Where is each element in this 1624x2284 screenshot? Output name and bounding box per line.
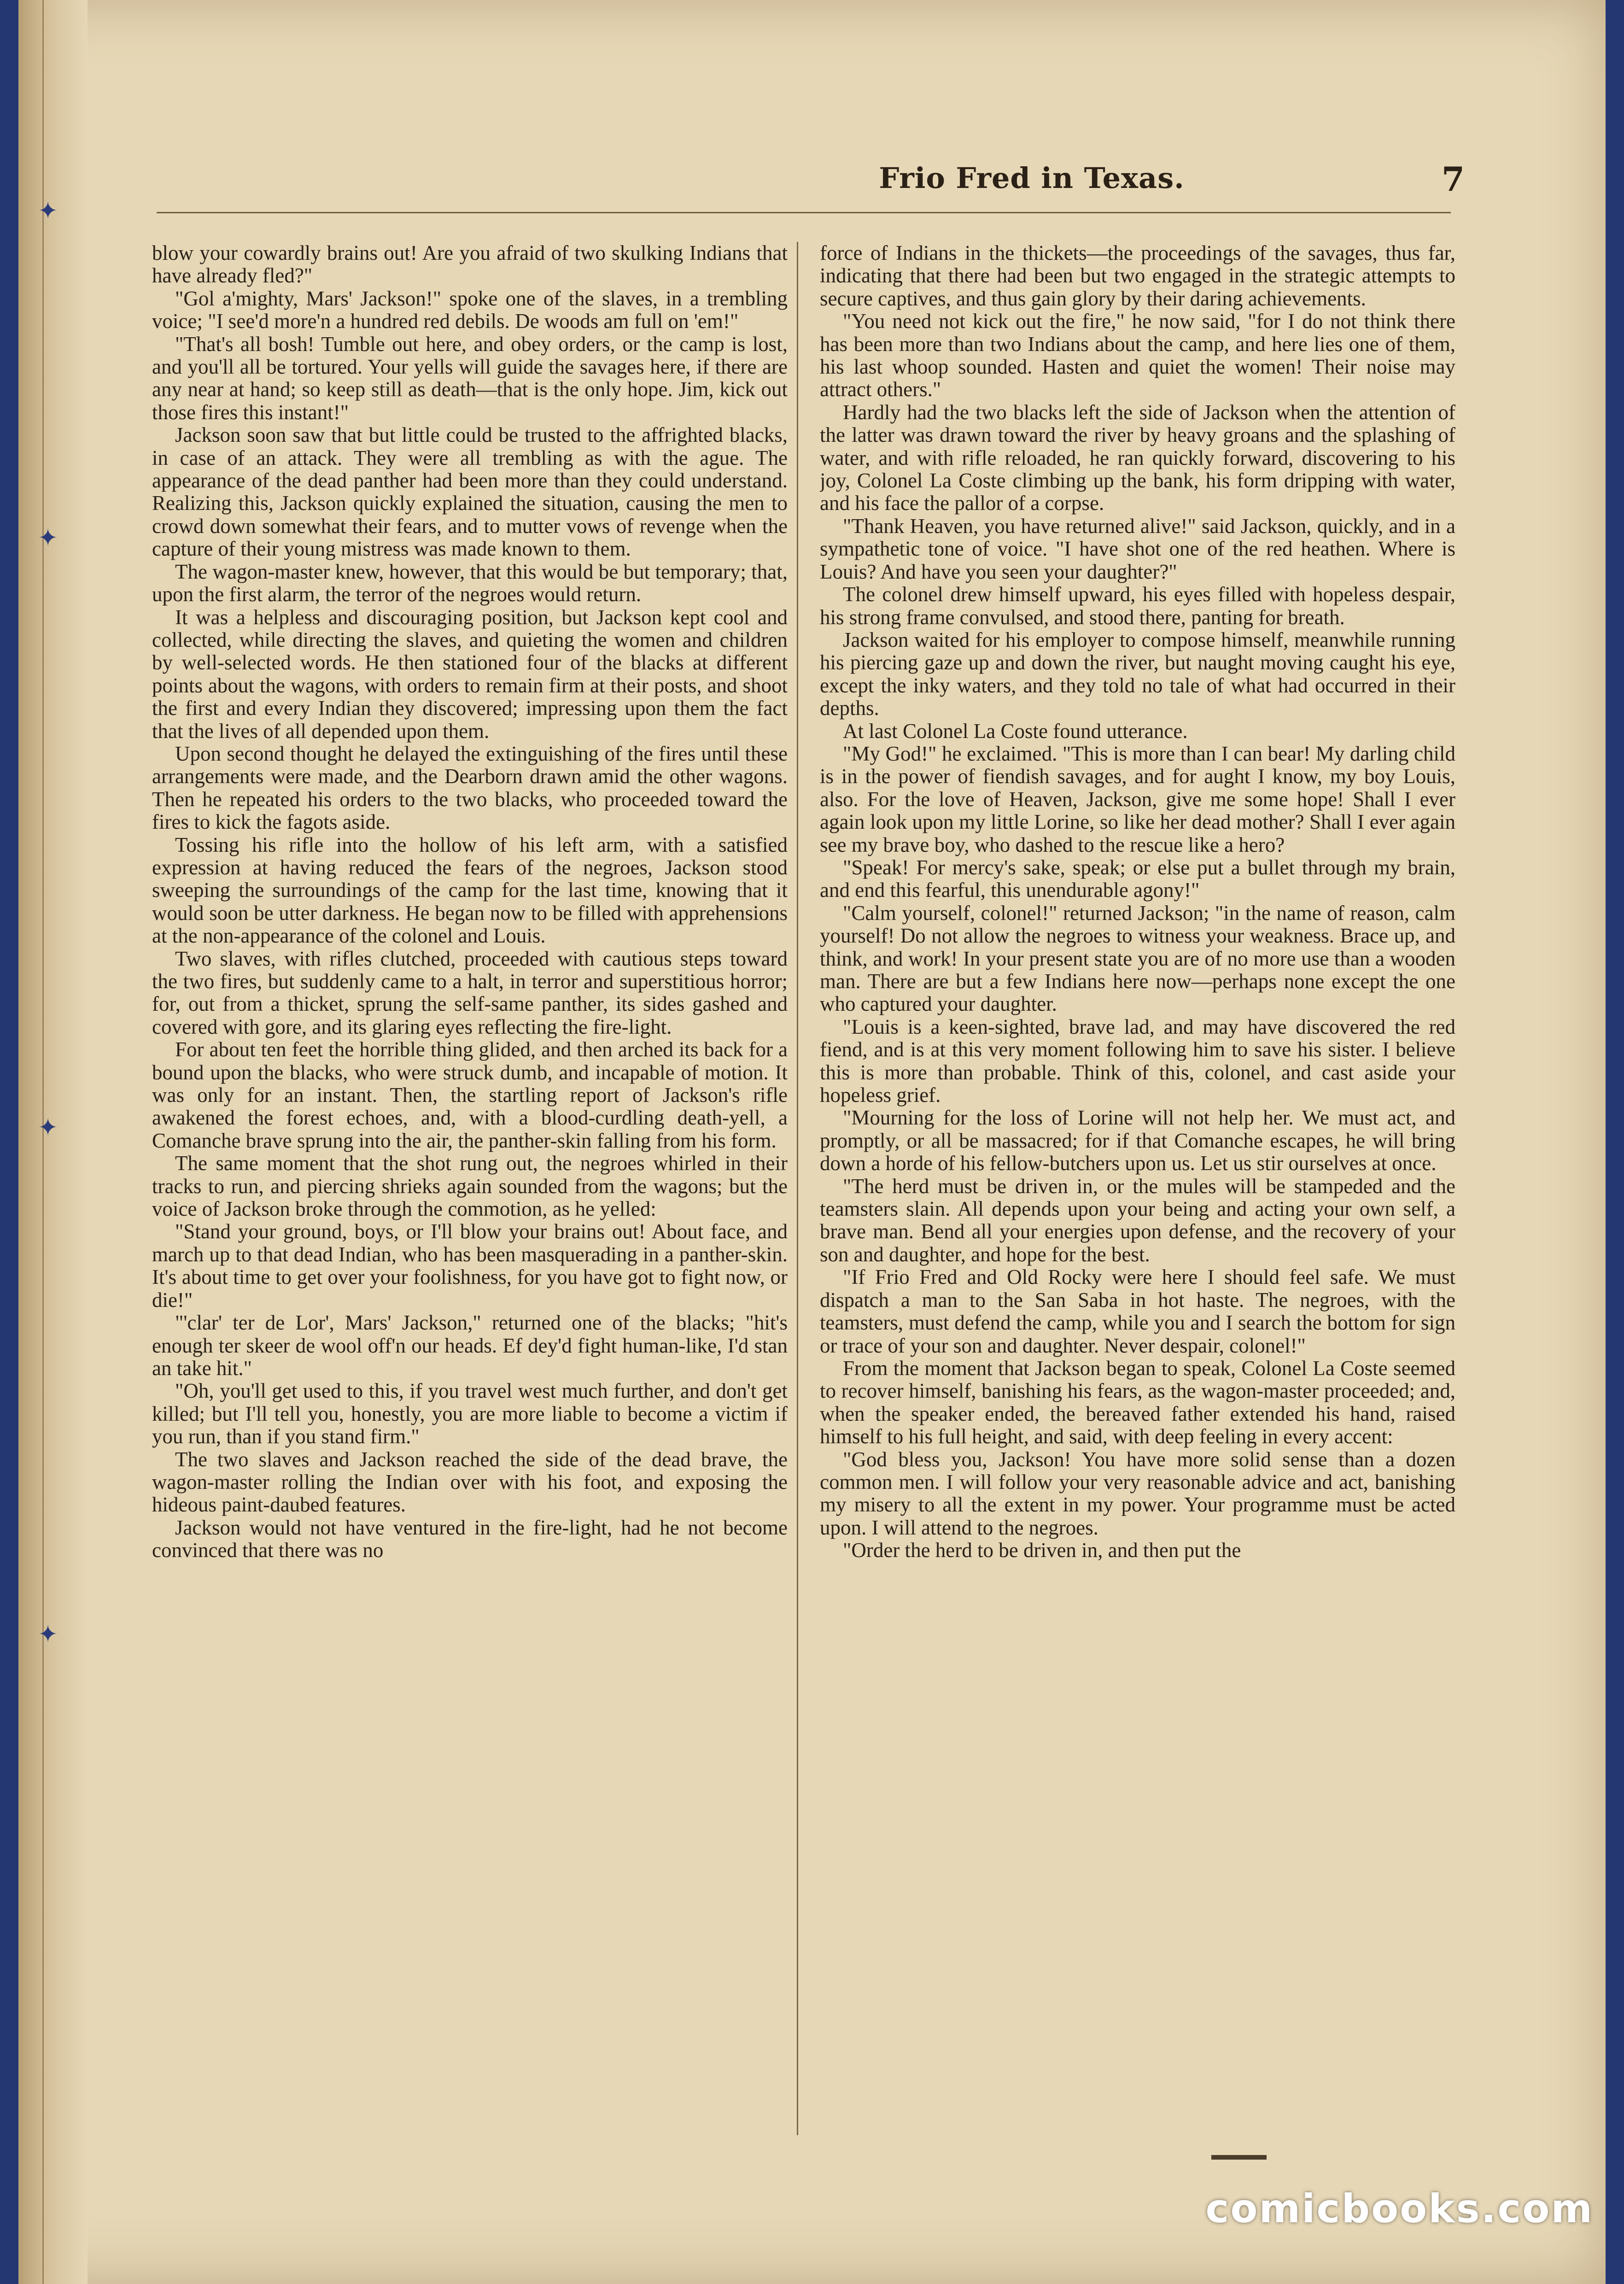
paragraph: It was a helpless and discouraging position, but Jackson kept cool and collected, while directing the slaves, and quieting the women and children by well-selected words. He then stationed four of the blacks at different points about the wagons, with orders to remain firm at their posts, and shoot the first and every Indian they discovered; impressing upon them the fact that the lives of all depended upon them. [152, 605, 788, 743]
column-divider [797, 242, 798, 2135]
paragraph: "You need not kick out the fire," he now said, "for I do not think there has been more than two Indians about the camp, and here lies one of them, his last whoop sounded. Hasten and quiet the women! Their noise may attract others." [820, 310, 1455, 401]
paragraph: "Thank Heaven, you have returned alive!" said Jackson, quickly, and in a sympathetic tone of voice. "I have shot one of the red heathen. Where is Louis? And have you seen your daughter?" [820, 514, 1455, 583]
paragraph: "Speak! For mercy's sake, speak; or else put a bullet through my brain, and end this fearful, this unendurable agony!" [820, 855, 1455, 902]
right-column [820, 242, 1455, 2131]
page-number: 7 [1441, 159, 1465, 199]
footer-dash [1211, 2155, 1267, 2160]
paragraph: "Mourning for the loss of Lorine will not help her. We must act, and promptly, or all be massacred; for if that Comanche escapes, he will bring down a horde of his fellow-butchers upon us. Let us stir ourselves at once. [820, 1106, 1455, 1175]
paragraph: For about ten feet the horrible thing glided, and then arched its back for a bound upon the blacks, who were struck dumb, and incapable of motion. It was only for an instant. Then, the startling report of Jackson's rifle awakened the forest echoes, and, with a blood-curdling death-yell, a Comanche brave sprung into the air, the panther-skin falling from his form. [152, 1038, 788, 1152]
paragraph: "God bless you, Jackson! You have more solid sense than a dozen common men. I will follow your very reasonable advice and act, banishing my misery to all the extent in my power. Your programme must be acted upon. I will attend to the negroes. [820, 1447, 1455, 1539]
binding-fold [18, 0, 88, 2284]
paragraph: The same moment that the shot rung out, the negroes whirled in their tracks to run, and piercing shrieks again sounded from the wagons; but the voice of Jackson broke through the commotion, as he yelled: [152, 1152, 788, 1221]
paragraph: "My God!" he exclaimed. "This is more than I can bear! My darling child is in the power of fiendish savages, and for aught I know, my boy Louis, also. For the love of Heaven, Jackson, give me some hope! Shall I ever again look upon my little Lorine, so like her dead mother? Shall I ever again see my brave boy, who dashed to the rescue like a hero? [820, 742, 1455, 856]
paragraph: From the moment that Jackson began to speak, Colonel La Coste seemed to recover himself, banishing his fears, as the wagon-master proceeded; and, when the speaker ended, the bereaved father extended his hand, raised himself to his full height, and said, with deep feeling in every accent: [820, 1356, 1455, 1448]
paragraph: "Order the herd to be driven in, and then put the [843, 1539, 1241, 1562]
paragraph: "If Frio Fred and Old Rocky were here I should feel safe. We must dispatch a man to the San Saba in hot haste. The negroes, with the teamsters, must defend the camp, while you and I search the bottom for sign or trace of your son and daughter. Never despair, colonel!" [820, 1265, 1455, 1357]
paragraph: "That's all bosh! Tumble out here, and obey orders, or the camp is lost, and you'll all be tortured. Your yells will guide the savages here, if there are any near at hand; so keep still as death—that is the only hope. Jim, kick out those fires this instant!" [152, 332, 788, 424]
paragraph: Hardly had the two blacks left the side of Jackson when the attention of the latter was drawn toward the river by heavy groans and the splashing of water, and with rifle reloaded, he ran quickly forward, discovering to his joy, Colonel La Coste climbing up the bank, his form dripping with water, and his face the pallor of a corpse. [820, 400, 1455, 515]
paragraph: "Calm yourself, colonel!" returned Jackson; "in the name of reason, calm yourself! Do not allow the negroes to witness your weakness. Brace up, and think, and work! In your present state you are of no more use than a wooden man. There are but a few Indians here now—perhaps none except the one who captured your daughter. [820, 901, 1455, 1016]
staple-mark-icon: ✦ [38, 1621, 58, 1648]
paragraph: "The herd must be driven in, or the mules will be stampeded and the teamsters slain. All depends upon your being and acting your own self, a brave man. Bend all your energies upon defense, and the recovery of your son and daughter, and hope for the best. [820, 1174, 1455, 1266]
paragraph: Tossing his rifle into the hollow of his left arm, with a satisfied expression at having reduced the fears of the negroes, Jackson stood sweeping the surroundings of the camp for the last time, knowing that it would soon be utter darkness. He began now to be filled with apprehensions at the non-appearance of the colonel and Louis. [152, 833, 788, 948]
staple-mark-icon: ✦ [38, 524, 58, 552]
paragraph: "'clar' ter de Lor', Mars' Jackson," returned one of the blacks; "hit's enough ter skeer de wool off'n our heads. Ef dey'd fight human-like, I'd stan an take hit." [152, 1311, 788, 1380]
left-column [152, 242, 788, 2131]
paragraph: "Stand your ground, boys, or I'll blow your brains out! About face, and march up to that dead Indian, who has been masquerading in a panther-skin. It's about time to get over your foolishness, for you have got to fight now, or die!" [152, 1220, 788, 1312]
staple-mark-icon: ✦ [38, 197, 58, 225]
header-rule [157, 212, 1451, 213]
paragraph: force of Indians in the thickets—the proceedings of the savages, thus far, indicating that there had been but two engaged in the strategic attempts to secure captives, and thus gain glory by their daring achievements. [820, 242, 1455, 310]
paragraph: "Gol a'mighty, Mars' Jackson!" spoke one of the slaves, in a trembling voice; "I see'd more'n a hundred red debils. De woods am full on 'em!" [152, 287, 788, 333]
paragraph: "Louis is a keen-sighted, brave lad, and may have discovered the red fiend, and is at this very moment following him to save his sister. I believe this is more than probable. Think of this, colonel, and cast aside your hopeless grief. [820, 1015, 1455, 1107]
paragraph: The wagon-master knew, however, that this would be but temporary; that, upon the first alarm, the terror of the negroes would return. [152, 560, 788, 606]
paragraph: Upon second thought he delayed the extinguishing of the fires until these arrangements were made, and the Dearborn drawn amid the other wagons. Then he repeated his orders to the two blacks, who proceeded toward the fires to kick the fagots aside. [152, 742, 788, 834]
paragraph: The colonel drew himself upward, his eyes filled with hopeless despair, his strong frame convulsed, and stood there, panting for breath. [820, 583, 1455, 629]
watermark: comicbooks.com [1205, 2186, 1594, 2232]
paragraph: At last Colonel La Coste found utterance. [843, 719, 1188, 743]
paragraph: Two slaves, with rifles clutched, proceeded with cautious steps toward the two fires, but suddenly came to a halt, in terror and superstitious horror; for, out from a thicket, sprung the self-same panther, its sides gashed and covered with gore, and its glaring eyes reflecting the fire-light. [152, 947, 788, 1038]
paragraph: The two slaves and Jackson reached the side of the dead brave, the wagon-master rolling the Indian over with his foot, and exposing the hideous paint-daubed features. [152, 1447, 788, 1517]
paragraph: "Oh, you'll get used to this, if you travel west much further, and don't get killed; but I'll tell you, honestly, you are more liable to become a victim if you run, than if you stand firm." [152, 1379, 788, 1448]
paragraph: blow your cowardly brains out! Are you afraid of two skulking Indians that have already fled?" [152, 242, 788, 287]
running-head-title: Frio Fred in Texas. [879, 161, 1185, 195]
paragraph: Jackson soon saw that but little could be trusted to the affrighted blacks, in case of an attack. They were all trembling as with the ague. The appearance of the dead panther had been more than they could understand. Realizing this, Jackson quickly explained the situation, causing the men to crowd down somewhat their fears, and to mutter vows of revenge when the capture of their young mistress was made known to them. [152, 423, 788, 561]
paragraph: Jackson would not have ventured in the fire-light, had he not become convinced that there was no [152, 1516, 788, 1562]
paragraph: Jackson waited for his employer to compose himself, meanwhile running his piercing gaze up and down the river, but naught moving caught his eye, except the inky waters, and they told no tale of what had occurred in their depths. [820, 628, 1455, 720]
staple-mark-icon: ✦ [38, 1114, 58, 1142]
